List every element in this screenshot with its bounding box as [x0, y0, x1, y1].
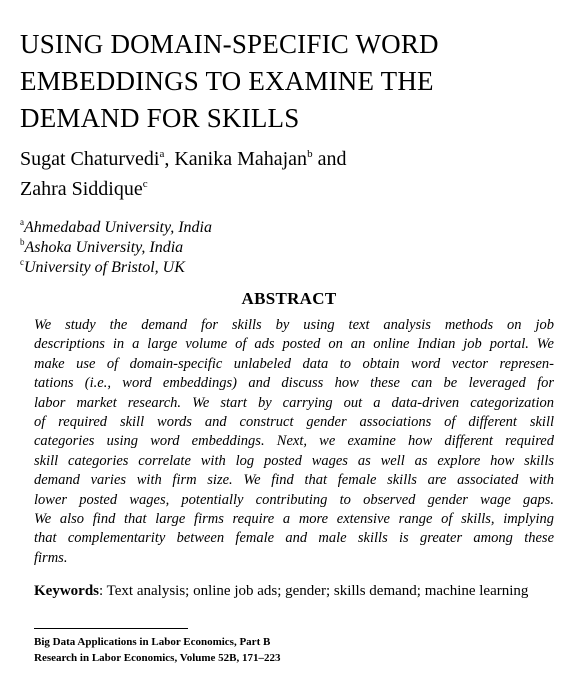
- author-affil-mark: c: [142, 178, 148, 190]
- affiliation-item: [20, 238, 212, 258]
- author-name: Zahra Siddique: [20, 178, 143, 200]
- abstract-line: skill categories correlate with log posted wages as well as explore how skills: [34, 452, 554, 469]
- affiliation-list: [20, 218, 212, 278]
- footer-volume: Research in Labor Economics, Volume 52B, 171–223: [34, 652, 281, 664]
- title-line: USING DOMAIN-SPECIFIC WORD: [20, 29, 439, 59]
- paper-title: [20, 26, 565, 137]
- abstract-body: [34, 316, 554, 568]
- affiliation-item: [20, 258, 212, 278]
- abstract-line: We also find that large firms require a more extensive range of skills, implying: [34, 511, 554, 528]
- affiliation-text: University of Bristol, UK: [24, 259, 185, 276]
- abstract-line: tations (i.e., word embeddings) and discuss how these can be leveraged for: [34, 375, 554, 392]
- abstract-line: descriptions in a large volume of ads posted on an online Indian job portal. We: [34, 336, 554, 353]
- affiliation-item: [20, 218, 212, 238]
- title-line: EMBEDDINGS TO EXAMINE THE: [20, 66, 434, 96]
- author-separator: ,: [164, 148, 170, 170]
- abstract-line: lower posted wages, potentially contributing to observed gender wage gaps.: [34, 491, 554, 508]
- affiliation-mark: a: [20, 217, 24, 227]
- affiliation-mark: b: [20, 237, 25, 247]
- author-name: Sugat Chaturvedi: [20, 148, 160, 170]
- abstract-line: demand varies with firm size. We find that female skills are associated with: [34, 472, 554, 489]
- author-affil-mark: a: [159, 148, 165, 160]
- keywords-text: : Text analysis; online job ads; gender; skills demand; machine learning: [99, 583, 529, 599]
- affiliation-text: Ashoka University, India: [24, 239, 184, 256]
- abstract-line: that complementarity between female and male skills is greater among these: [34, 530, 554, 547]
- publication-footer: [34, 634, 281, 666]
- author-name: Kanika Mahajan: [174, 148, 308, 170]
- abstract-line: firms.: [34, 549, 68, 566]
- affiliation-text: Ahmedabad University, India: [24, 219, 212, 236]
- abstract-line: We study the demand for skills by using text analysis methods on job: [34, 317, 554, 333]
- author-separator: and: [317, 148, 347, 170]
- abstract-line: of required skill words and construct gender associations of different skill: [34, 414, 554, 431]
- title-line: DEMAND FOR SKILLS: [20, 103, 300, 133]
- keywords-label: Keywords: [34, 583, 99, 599]
- affiliation-mark: c: [20, 257, 24, 267]
- abstract-line: make use of domain-specific unlabeled data to obtain word vector represen-: [34, 355, 554, 372]
- abstract-line: categories using word embeddings. Next, we examine how different required: [34, 433, 554, 450]
- abstract-line: labor market research. We start by carrying out a data-driven categorization: [34, 394, 554, 411]
- author-affil-mark: b: [307, 148, 313, 160]
- abstract-heading: ABSTRACT: [241, 289, 337, 308]
- footer-series: Big Data Applications in Labor Economics, Part B: [34, 636, 271, 648]
- footer-divider: [34, 628, 188, 629]
- keywords: [34, 581, 554, 602]
- author-list: [20, 144, 565, 204]
